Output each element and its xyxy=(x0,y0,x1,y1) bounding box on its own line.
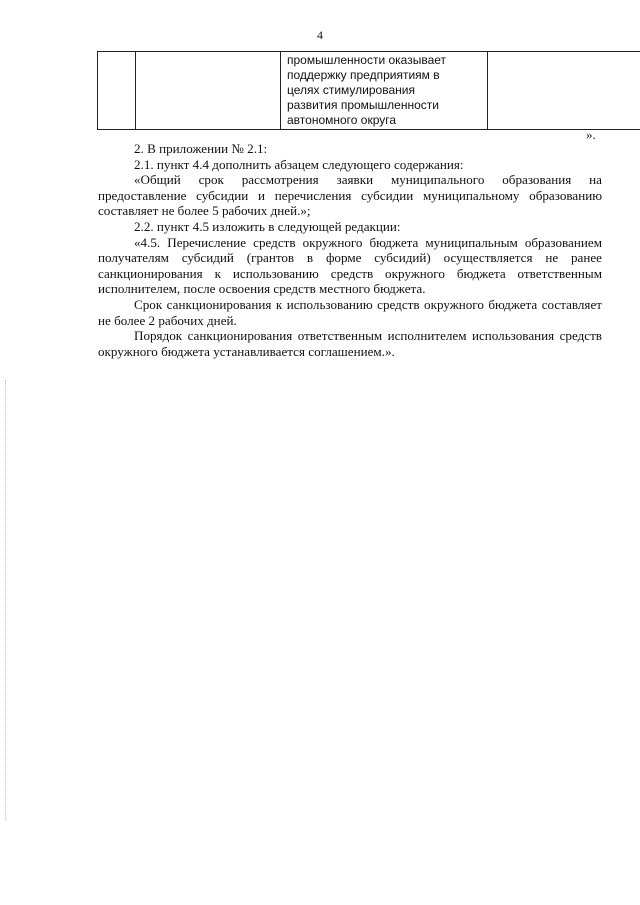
paragraph: 2.2. пункт 4.5 изложить в следующей редакции: xyxy=(134,218,401,234)
closing-quote: ». xyxy=(586,127,596,142)
scan-margin-marks xyxy=(5,380,8,820)
paragraph: Порядок санкционирования ответственным исполнителем использования средств окружного бюджета устанавливается соглашением.». xyxy=(98,328,602,359)
page-number: 4 xyxy=(317,28,323,42)
table-cell-2 xyxy=(136,52,281,130)
paragraph: Срок санкционирования к использованию средств окружного бюджета составляет не более 2 рабочих дней. xyxy=(98,296,602,328)
cell-text-line: целях стимулирования xyxy=(287,83,415,97)
document-body xyxy=(98,141,602,359)
cell-text-line: поддержку предприятиям в xyxy=(287,68,440,82)
table-fragment xyxy=(97,51,640,130)
paragraph: 2.1. пункт 4.4 дополнить абзацем следующего содержания: xyxy=(134,156,464,172)
table-cell-1 xyxy=(98,52,136,130)
cell-text-line: промышленности оказывает xyxy=(287,53,447,67)
table-cell-4 xyxy=(488,52,640,130)
cell-text-line: развития промышленности xyxy=(287,98,439,112)
paragraph: 2. В приложении № 2.1: xyxy=(134,141,268,156)
cell-text-line: автономного округа xyxy=(287,113,397,127)
paragraph: «Общий срок рассмотрения заявки муниципального образования на предоставление субсидии и перечисления субсидии муниципальному образованию составляет не более 5 рабочих дней.»; xyxy=(98,172,602,219)
table-row xyxy=(98,52,640,130)
table-cell-3 xyxy=(281,52,488,130)
paragraph: «4.5. Перечисление средств окружного бюджета муниципальным образованием получателям субсидий (грантов в форме субсидий) осуществляется не ранее санкционирования к использованию средств окружного бюджета ответственным исполнителем, после освоения средств местного бюджета. xyxy=(98,234,602,297)
